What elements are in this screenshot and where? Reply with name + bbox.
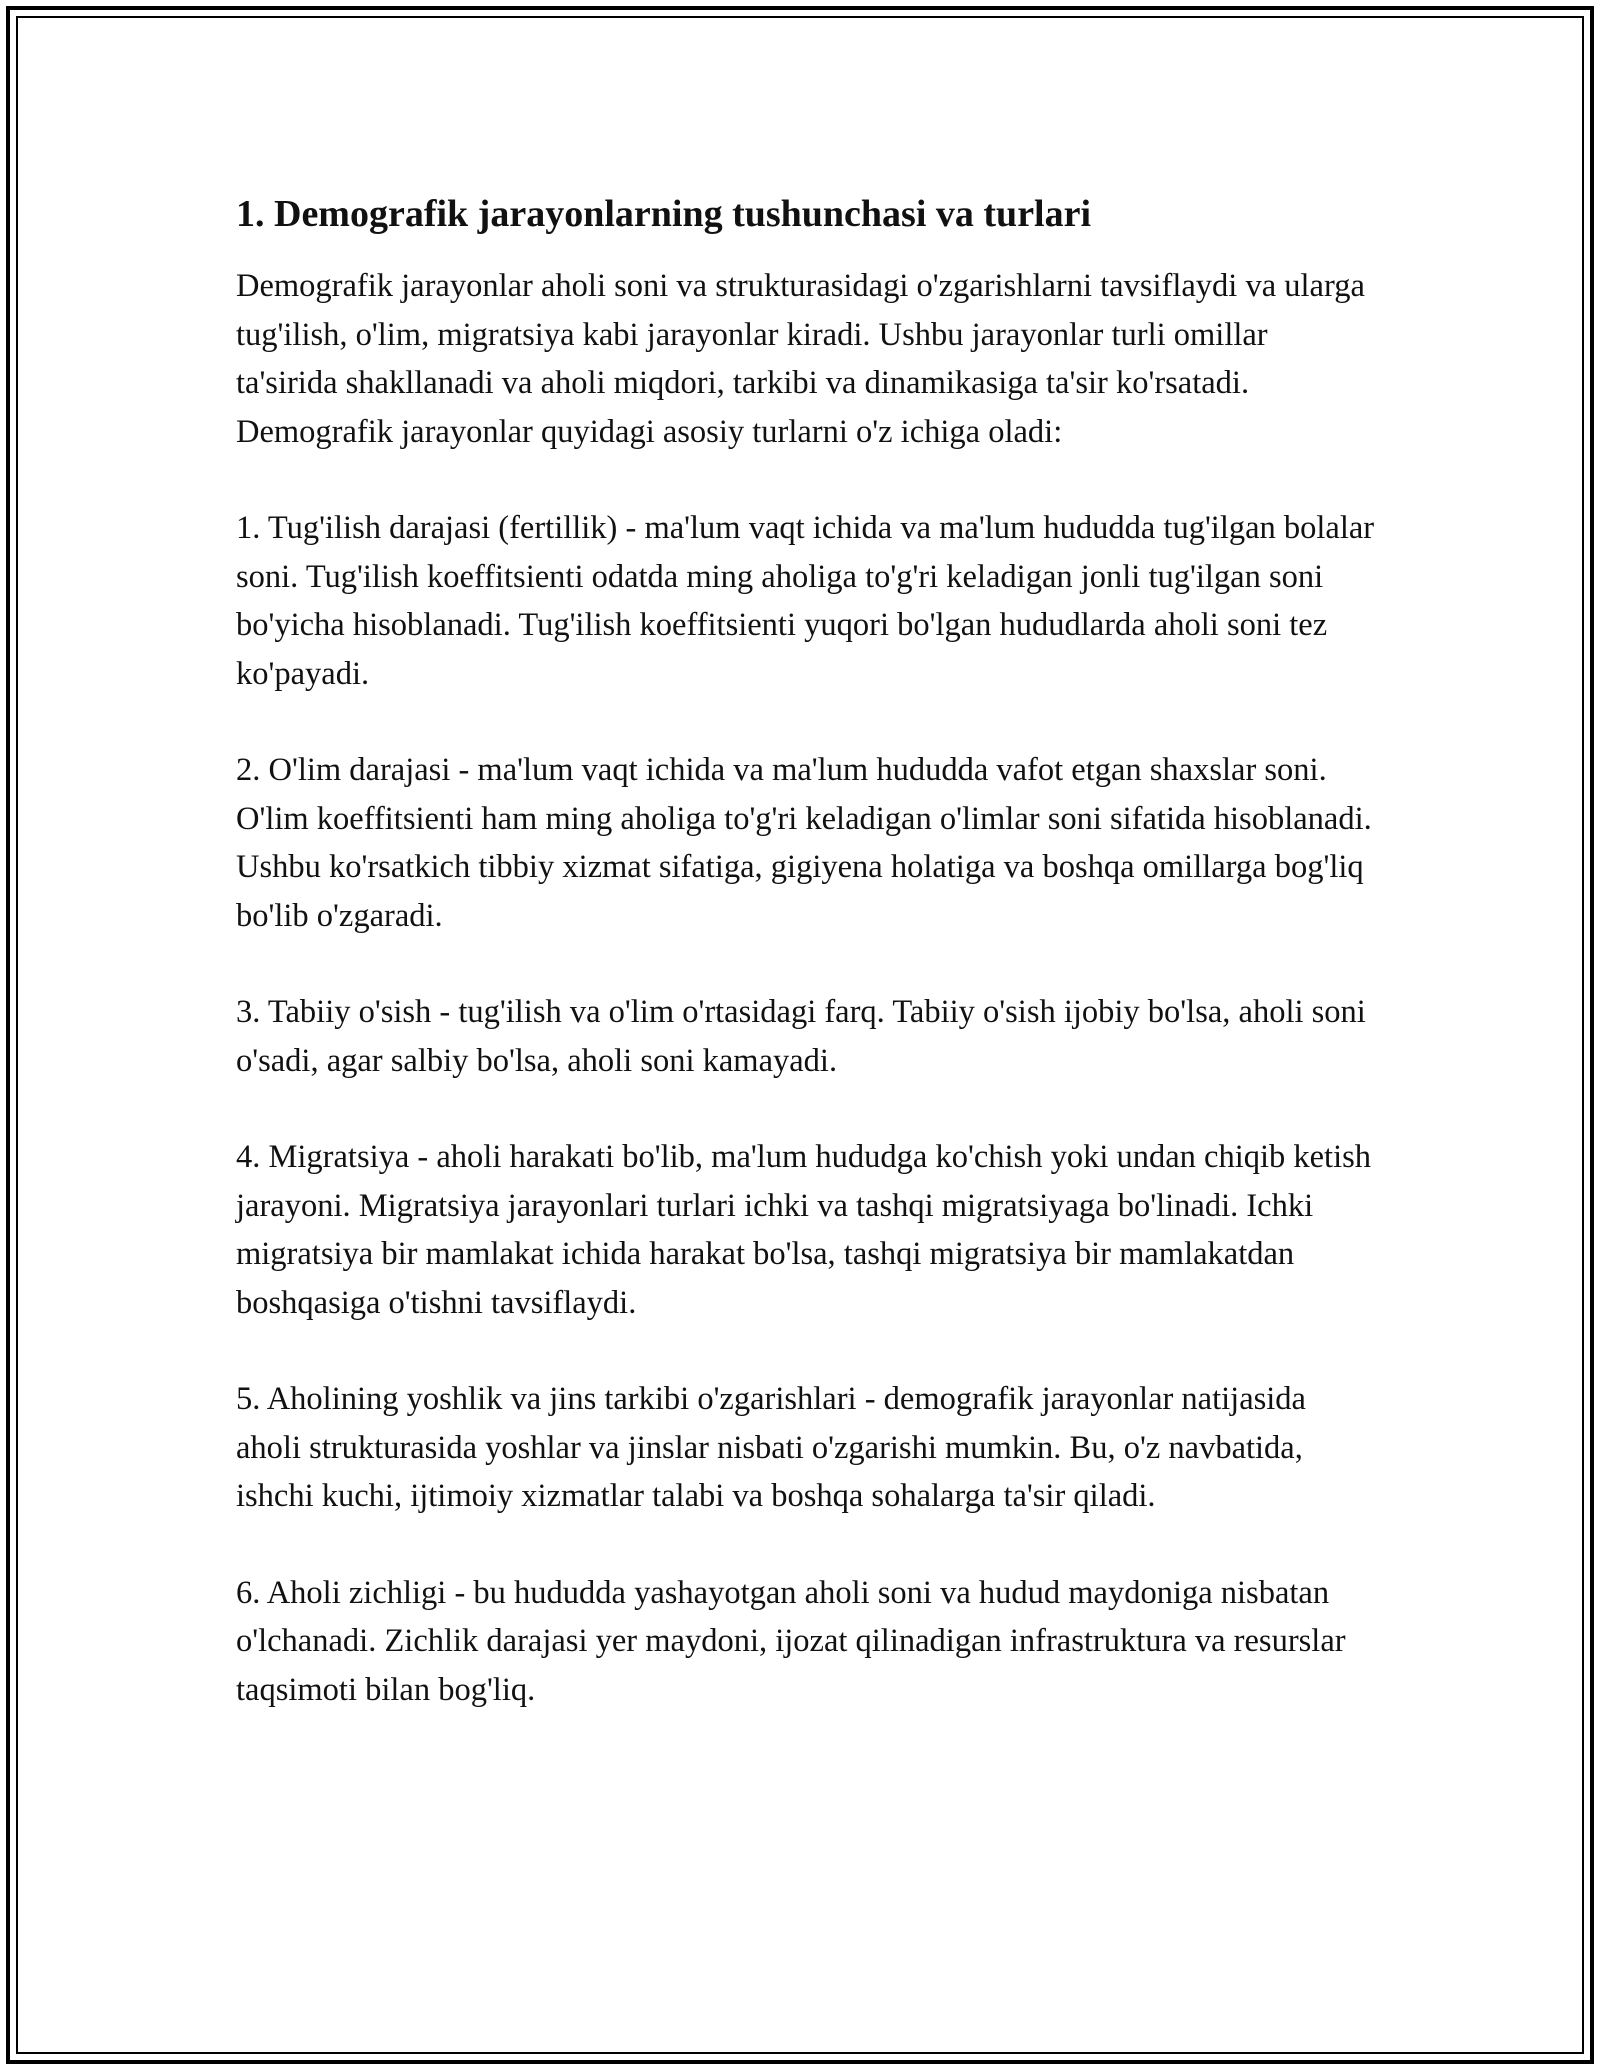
paragraph-age-sex-structure: 5. Aholining yoshlik va jins tarkibi o'zgarishlari - demografik jarayonlar natijasida aholi strukturasida yoshlar va jinslar nisbati o'zgarishi mumkin. Bu, o'z navbatida, ishchi kuchi, ijtimoiy xizmatlar talabi va boshqa sohalarga ta'sir qiladi. — [236, 1381, 1306, 1514]
document-title: 1. Demografik jarayonlarning tushunchasi va turlari — [236, 193, 1092, 235]
paragraph-natural-growth: 3. Tabiiy o'sish - tug'ilish va o'lim o'rtasidagi farq. Tabiiy o'sish ijobiy bo'lsa, aholi soni o'sadi, agar salbiy bo'lsa, aholi soni kamayadi. — [236, 994, 1366, 1079]
document-body — [236, 188, 1376, 1762]
paragraph-mortality: 2. O'lim darajasi - ma'lum vaqt ichida va ma'lum hududda vafot etgan shaxslar soni. O'lim koeffitsienti ham ming aholiga to'g'ri keladigan o'limlar soni sifatida hisoblanadi. Ushbu ko'rsatkich tibbiy xizmat sifatiga, gigiyena holatiga va boshqa omillarga bog'liq bo'lib o'zgaradi. — [236, 752, 1372, 934]
paragraph-fertility: 1. Tug'ilish darajasi (fertillik) - ma'lum vaqt ichida va ma'lum hududda tug'ilgan bolalar soni. Tug'ilish koeffitsienti odatda ming aholiga to'g'ri keladigan jonli tug'ilgan soni bo'yicha hisoblanadi. Tug'ilish koeffitsienti yuqori bo'lgan hududlarda aholi soni tez ko'payadi. — [236, 510, 1375, 692]
paragraph-population-density: 6. Aholi zichligi - bu hududda yashayotgan aholi soni va hudud maydoniga nisbatan o'lchanadi. Zichlik darajasi yer maydoni, ijozat qilinadigan infrastruktura va resurslar taqsimoti bilan bog'liq. — [236, 1574, 1346, 1708]
intro-paragraph: Demografik jarayonlar aholi soni va strukturasidagi o'zgarishlarni tavsiflaydi va ularga tug'ilish, o'lim, migratsiya kabi jarayonlar kiradi. Ushbu jarayonlar turli omillar ta'sirida shakllanadi va aholi miqdori, tarkibi va dinamikasiga ta'sir ko'rsatadi. Demografik jarayonlar quyidagi asosiy turlarni o'z ichiga oladi: — [236, 268, 1365, 450]
paragraph-migration: 4. Migratsiya - aholi harakati bo'lib, ma'lum hududga ko'chish yoki undan chiqib ketish jarayoni. Migratsiya jarayonlari turlari ichki va tashqi migratsiyaga bo'linadi. Ichki migratsiya bir mamlakat ichida harakat bo'lsa, tashqi migratsiya bir mamlakatdan boshqasiga o'tishni tavsiflaydi. — [236, 1139, 1372, 1321]
